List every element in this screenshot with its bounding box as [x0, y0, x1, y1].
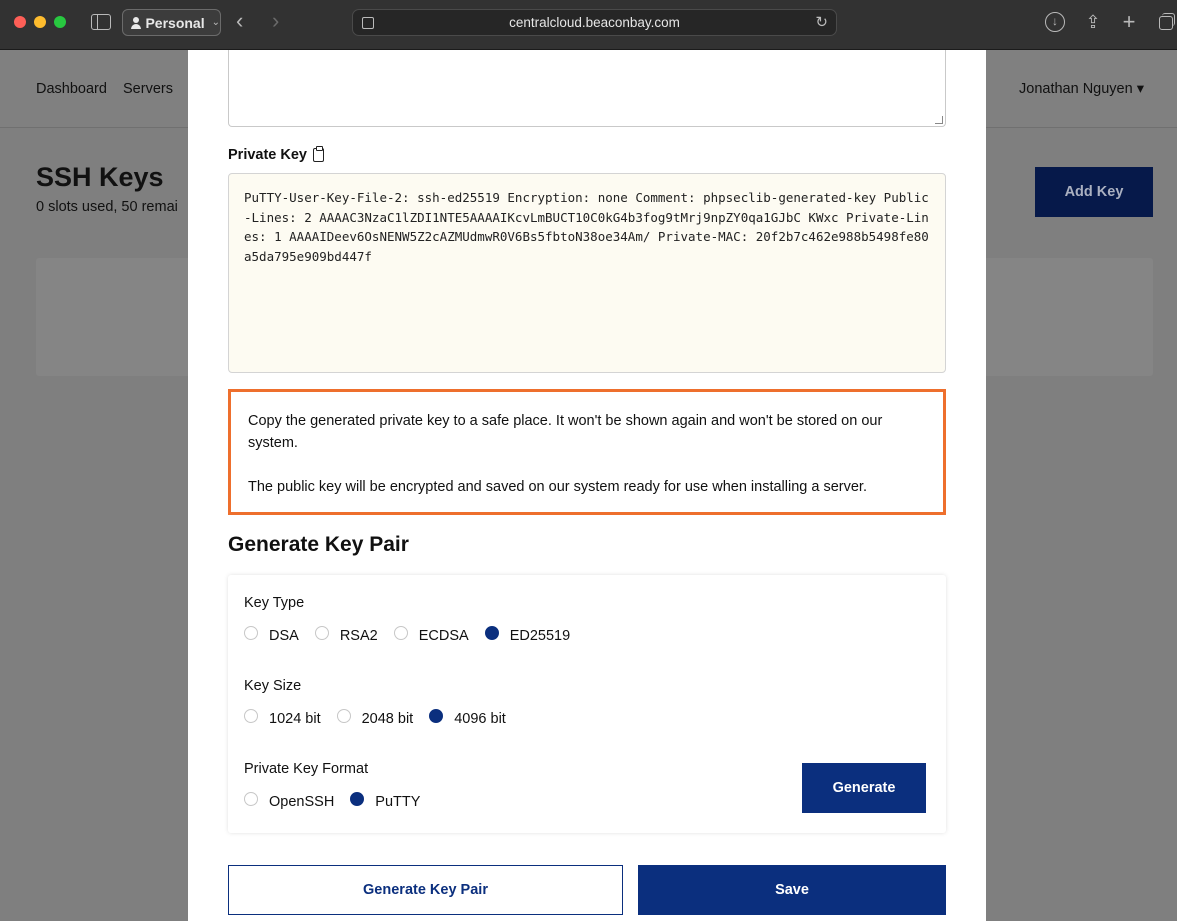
generate-key-pair-button[interactable]: Generate Key Pair — [228, 865, 623, 915]
browser-toolbar — [0, 0, 1177, 50]
radio-button[interactable] — [244, 792, 258, 806]
radio-button-selected[interactable] — [350, 792, 364, 806]
key-size-2048[interactable] — [337, 711, 414, 727]
caret-down-icon: ▾ — [1136, 81, 1144, 97]
radio-label: RSA2 — [339, 628, 378, 644]
user-menu[interactable] — [1019, 81, 1144, 97]
format-putty[interactable] — [350, 794, 420, 810]
new-tab-icon[interactable]: + — [1122, 9, 1136, 34]
key-size-label: Key Size — [244, 678, 302, 694]
public-key-textarea[interactable] — [228, 50, 946, 127]
add-key-button[interactable]: Add Key — [1035, 167, 1153, 217]
radio-label: OpenSSH — [269, 794, 335, 810]
warning-text-1: Copy the generated private key to a safe place. It won't be shown again and won't be stored on our system. — [248, 413, 883, 451]
profile-selector[interactable] — [122, 9, 221, 36]
radio-label: ED25519 — [509, 628, 571, 644]
generate-button[interactable]: Generate — [802, 763, 926, 813]
resize-handle[interactable] — [935, 116, 943, 124]
chevron-down-icon: ⌄ — [211, 17, 220, 28]
private-key-label-text: Private Key — [228, 147, 307, 163]
page-title: SSH Keys — [36, 162, 164, 192]
save-button[interactable]: Save — [638, 865, 946, 915]
key-type-ecdsa[interactable] — [394, 628, 469, 644]
radio-label: DSA — [269, 628, 299, 644]
generate-key-pair-heading: Generate Key Pair — [228, 533, 409, 556]
radio-label: 1024 bit — [269, 711, 321, 727]
key-size-options — [244, 711, 522, 727]
ssh-key-modal — [188, 50, 986, 921]
private-key-format-options — [244, 794, 436, 810]
key-type-label: Key Type — [244, 595, 305, 611]
radio-button[interactable] — [337, 709, 351, 723]
person-icon — [131, 17, 140, 29]
private-key-warning — [228, 389, 946, 515]
radio-button[interactable] — [394, 626, 408, 640]
user-name: Jonathan Nguyen — [1019, 81, 1133, 97]
back-arrow-icon[interactable]: ‹ — [236, 8, 244, 33]
radio-label: ECDSA — [418, 628, 469, 644]
reload-icon[interactable]: ↻ — [815, 14, 828, 31]
radio-button-selected[interactable] — [485, 626, 499, 640]
key-size-1024[interactable] — [244, 711, 321, 727]
key-type-options — [244, 628, 586, 644]
site-settings-icon[interactable] — [362, 17, 374, 29]
private-key-format-label: Private Key Format — [244, 761, 369, 777]
minimize-window-button[interactable] — [34, 16, 46, 28]
maximize-window-button[interactable] — [54, 16, 66, 28]
key-type-dsa[interactable] — [244, 628, 299, 644]
nav-dashboard[interactable]: Dashboard — [36, 81, 107, 97]
key-size-4096[interactable] — [429, 711, 506, 727]
warning-text-2: The public key will be encrypted and saved on our system ready for use when installing a server. — [248, 479, 867, 495]
download-icon[interactable]: ↓ — [1045, 12, 1065, 32]
radio-label: 4096 bit — [454, 711, 506, 727]
close-window-button[interactable] — [14, 16, 26, 28]
radio-button[interactable] — [244, 709, 258, 723]
private-key-label — [228, 147, 324, 163]
sidebar-icon[interactable] — [91, 14, 111, 30]
url-text: centralcloud.beaconbay.com — [509, 15, 680, 30]
generate-key-pair-card — [228, 575, 946, 833]
nav-servers[interactable]: Servers — [123, 81, 173, 97]
radio-button[interactable] — [315, 626, 329, 640]
profile-label: Personal — [145, 14, 205, 31]
radio-label: PuTTY — [375, 794, 421, 810]
share-icon[interactable]: ⇪ — [1085, 12, 1101, 32]
slots-summary: 0 slots used, 50 remai — [36, 199, 178, 215]
radio-button-selected[interactable] — [429, 709, 443, 723]
forward-arrow-icon[interactable]: › — [272, 8, 280, 33]
tab-overview-icon[interactable] — [1156, 12, 1176, 32]
clipboard-icon[interactable] — [313, 148, 324, 162]
format-openssh[interactable] — [244, 794, 334, 810]
key-type-rsa2[interactable] — [315, 628, 378, 644]
private-key-textarea[interactable]: PuTTY-User-Key-File-2: ssh-ed25519 Encryption: none Comment: phpseclib-generated-key Public-Lines: 2 AAAAC3NzaC1lZDI1NTE5AAAAIKcvLmBUCT10C0kG4b3fog9tMrj9npZY0qa1GJbC KWxc Private-Lines: 1 AAAAIDeev6OsNENW5Z2cAZMUdmwR0V6Bs5fbtoN38oe34Am/ Private-MAC: 20f2b7c462e988b5498fe80a5da795e909bd447f — [228, 173, 946, 373]
radio-button[interactable] — [244, 626, 258, 640]
address-bar[interactable] — [352, 9, 837, 36]
key-type-ed25519[interactable] — [485, 628, 570, 644]
radio-label: 2048 bit — [361, 711, 414, 727]
